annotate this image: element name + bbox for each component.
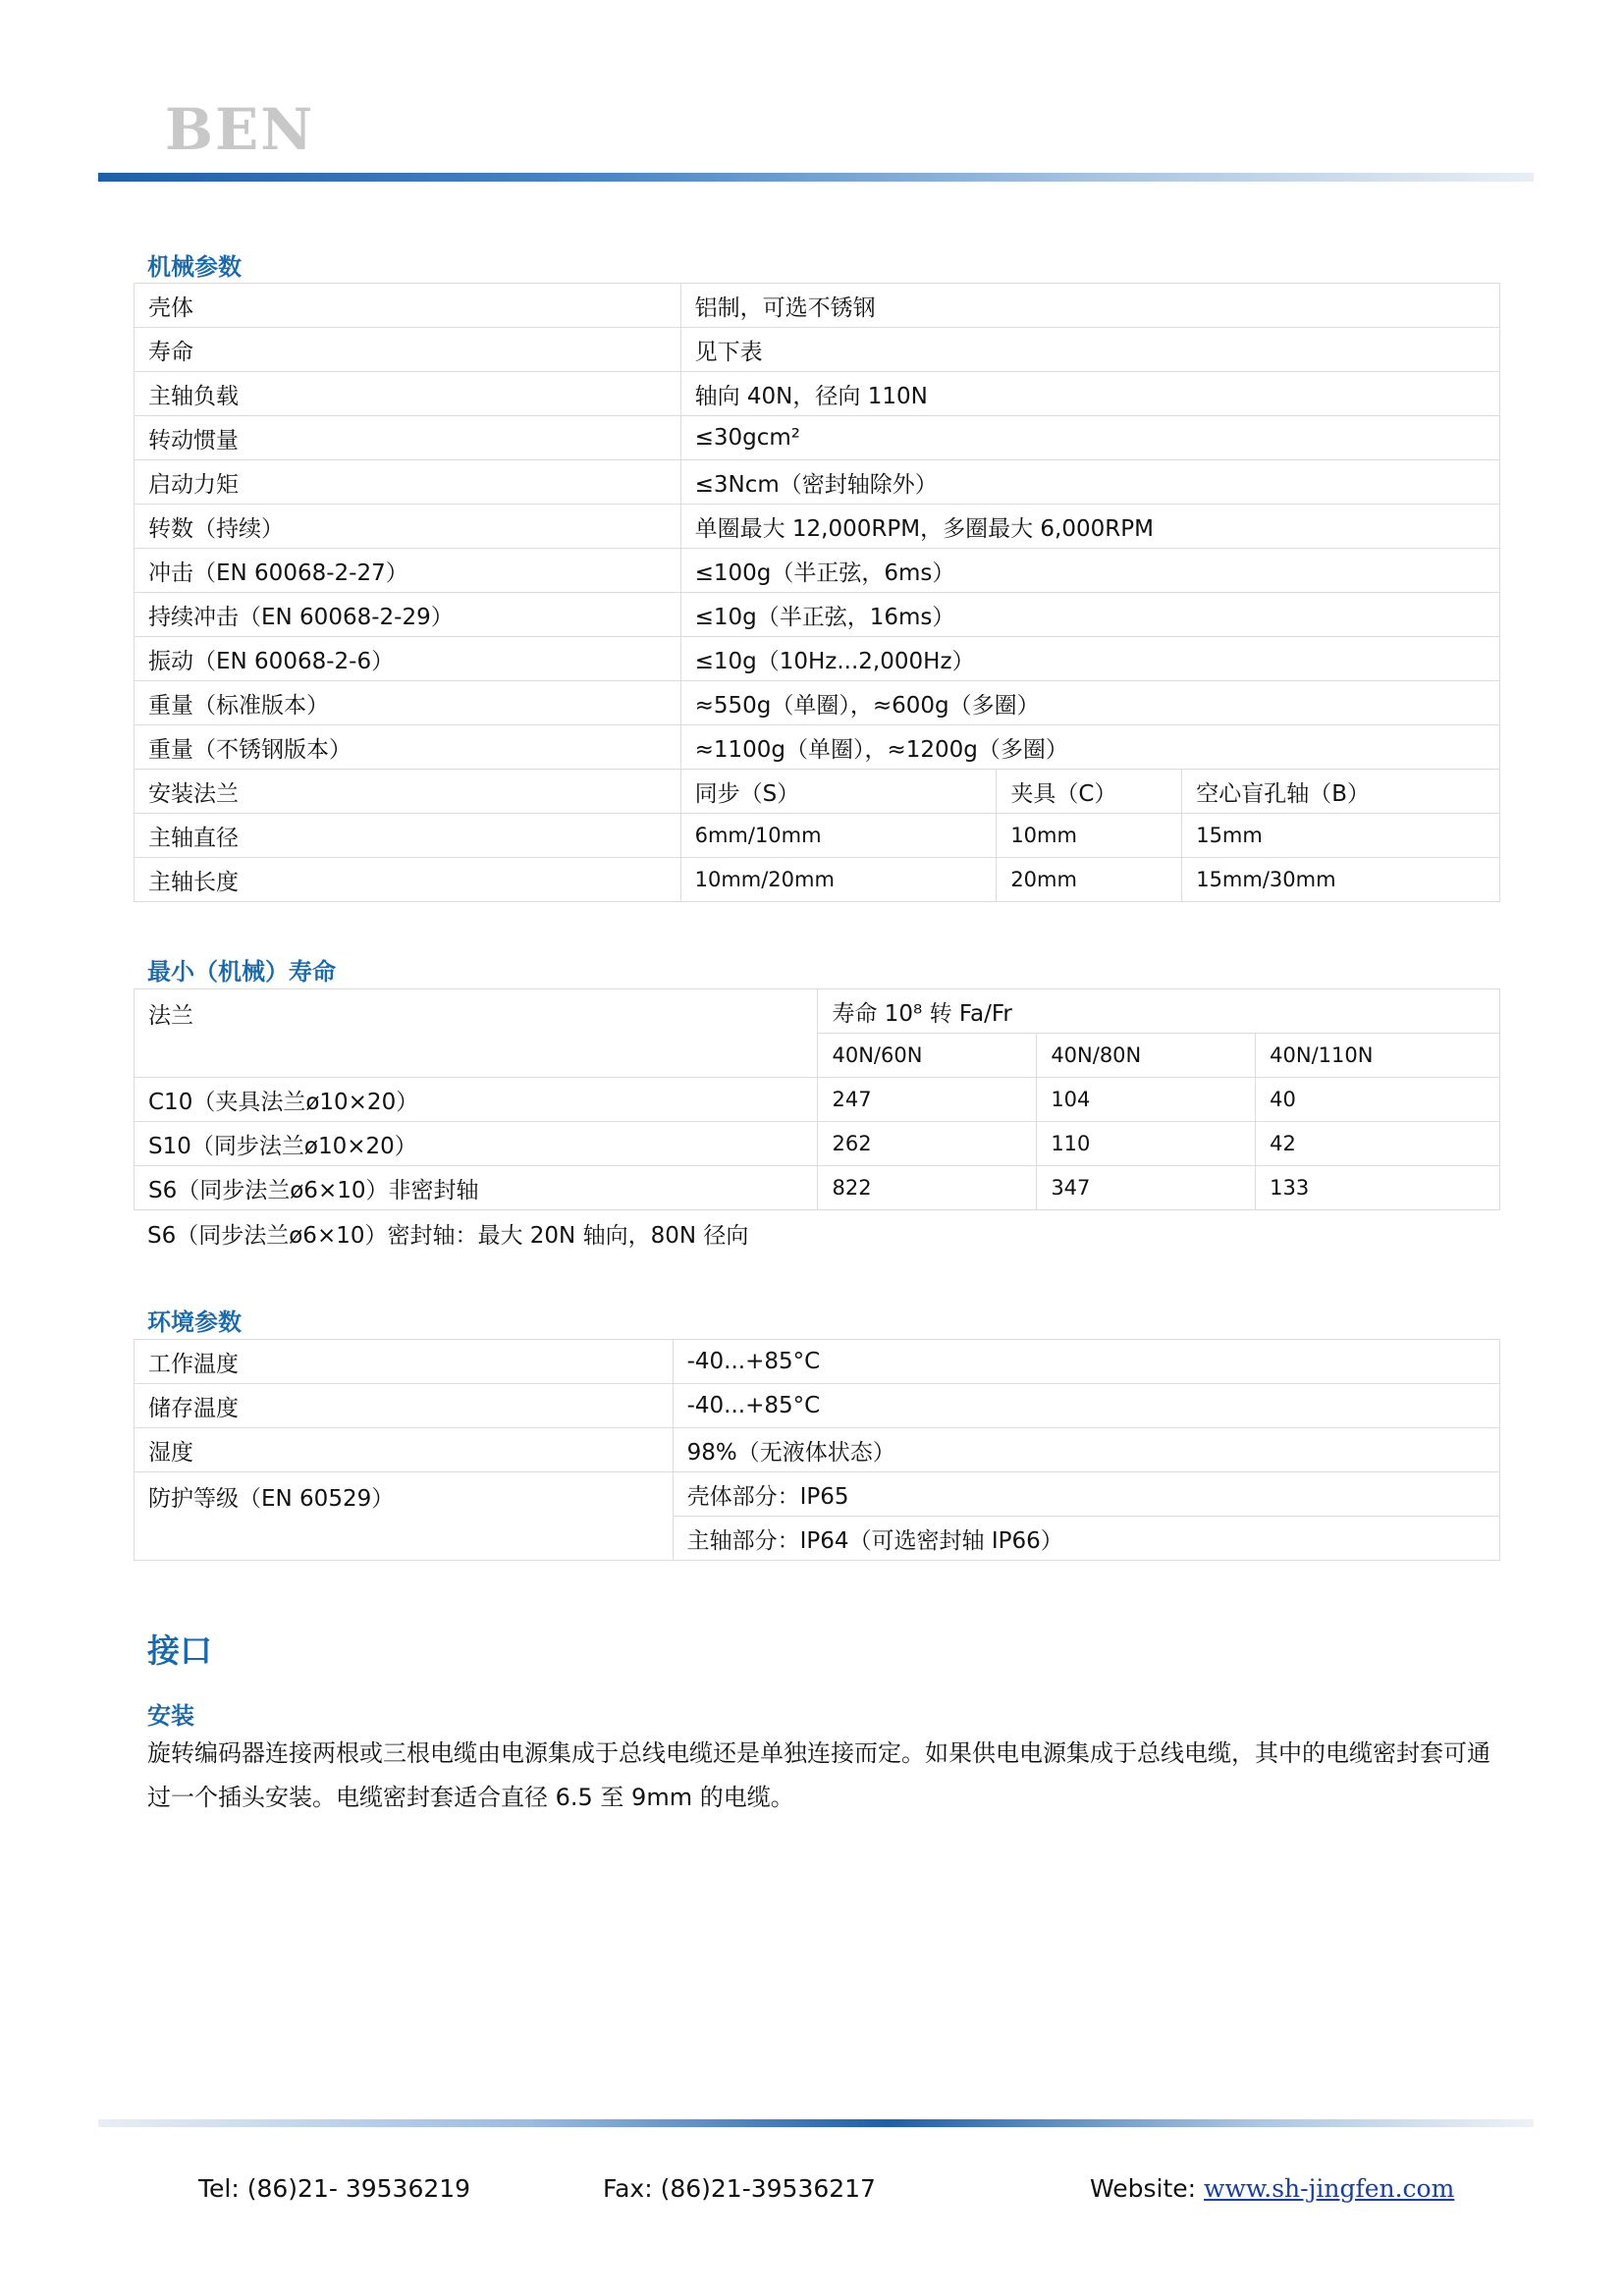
company-logo: BEN [165,96,315,163]
row-value: 262 [818,1122,1037,1166]
row-value: 铝制，可选不锈钢 [680,284,1499,328]
row-label: 冲击（EN 60068-2-27） [135,549,681,593]
table-row [135,725,1500,770]
interface-title: 接口 [147,1631,212,1670]
table-row [135,989,1500,1034]
row-value: 单圈最大 12,000RPM，多圈最大 6,000RPM [680,505,1499,549]
row-label: 壳体 [135,284,681,328]
table-row [135,1472,1500,1517]
fax-text: Fax: (86)21-39536217 [603,2174,876,2203]
table-row [135,284,1500,328]
row-value: ≤100g（半正弦，6ms） [680,549,1499,593]
table-row [135,328,1500,372]
table-row [135,681,1500,725]
website-label: Website: [1090,2174,1197,2203]
life-sub-3: 40N/110N [1256,1034,1500,1078]
row-label: 启动力矩 [135,460,681,505]
row-label: 重量（标准版本） [135,681,681,725]
row-value: 42 [1256,1122,1500,1166]
table-row [135,1078,1500,1122]
table-row [135,460,1500,505]
protection-label: 防护等级（EN 60529） [135,1472,674,1561]
row-value: 98%（无液体状态） [673,1428,1499,1472]
row-value: 110 [1037,1122,1256,1166]
row-label: 持续冲击（EN 60068-2-29） [135,593,681,637]
install-paragraph: 旋转编码器连接两根或三根电缆由电源集成于总线电缆还是单独连接而定。如果供电电源集成于总线电缆，其中的电缆密封套可通过一个插头安装。电缆密封套适合直径 6.5 至 9mm 的电缆。 [147,1739,1490,1811]
footer-fax [603,2174,876,2203]
life-sub-2: 40N/80N [1037,1034,1256,1078]
table-row [135,416,1500,460]
table-row [135,593,1500,637]
table-row [135,814,1500,858]
table-row [135,549,1500,593]
flange-sync: 同步（S） [680,770,997,814]
protection-shaft: 主轴部分：IP64（可选密封轴 IP66） [673,1517,1499,1561]
row-value: 347 [1037,1166,1256,1210]
row-value: ≤10g（10Hz...2,000Hz） [680,637,1499,681]
mech-section-title: 机械参数 [147,253,242,281]
life-col-life: 寿命 10⁸ 转 Fa/Fr [818,989,1500,1034]
mech-table-body [135,284,1500,770]
protection-housing: 壳体部分：IP65 [673,1472,1499,1517]
row-value: ≤30gcm² [680,416,1499,460]
install-title: 安装 [147,1702,194,1730]
table-row [135,505,1500,549]
row-label: 转动惯量 [135,416,681,460]
row-label: 储存温度 [135,1384,674,1428]
life-col-flange: 法兰 [135,989,818,1078]
table-row [135,1428,1500,1472]
row-value: 104 [1037,1078,1256,1122]
row-value: -40...+85°C [673,1340,1499,1384]
env-section-title: 环境参数 [147,1308,242,1336]
row-value: 见下表 [680,328,1499,372]
diameter-sync: 6mm/10mm [680,814,997,858]
mech-spec-table [134,283,1500,902]
life-table [134,988,1500,1210]
diameter-hollow: 15mm [1182,814,1500,858]
length-clamp: 20mm [997,858,1182,902]
footer-website [1090,2174,1454,2203]
life-table-body [135,1078,1500,1210]
row-label: 工作温度 [135,1340,674,1384]
env-table [134,1339,1500,1561]
table-row [135,1384,1500,1428]
row-label: 寿命 [135,328,681,372]
row-value: 822 [818,1166,1037,1210]
footer-divider [98,2119,1534,2127]
life-sub-1: 40N/60N [818,1034,1037,1078]
row-label: 振动（EN 60068-2-6） [135,637,681,681]
table-row [135,1166,1500,1210]
table-row [135,1340,1500,1384]
row-value: 40 [1256,1078,1500,1122]
diameter-label: 主轴直径 [135,814,681,858]
row-value: -40...+85°C [673,1384,1499,1428]
diameter-clamp: 10mm [997,814,1182,858]
row-value: ≤3Ncm（密封轴除外） [680,460,1499,505]
table-row [135,637,1500,681]
table-row [135,770,1500,814]
row-value: ≤10g（半正弦，16ms） [680,593,1499,637]
length-label: 主轴长度 [135,858,681,902]
row-label: C10（夹具法兰ø10×20） [135,1078,818,1122]
row-label: 重量（不锈钢版本） [135,725,681,770]
row-value: 轴向 40N，径向 110N [680,372,1499,416]
flange-clamp: 夹具（C） [997,770,1182,814]
row-value: 247 [818,1078,1037,1122]
row-label: 主轴负载 [135,372,681,416]
table-row [135,1122,1500,1166]
table-row [135,858,1500,902]
table-row [135,372,1500,416]
env-table-body [135,1340,1500,1472]
length-hollow: 15mm/30mm [1182,858,1500,902]
row-label: 湿度 [135,1428,674,1472]
tel-text: Tel: (86)21- 39536219 [198,2174,471,2203]
row-value: 133 [1256,1166,1500,1210]
row-label: 转数（持续） [135,505,681,549]
row-label: S10（同步法兰ø10×20） [135,1122,818,1166]
flange-hollow: 空心盲孔轴（B） [1182,770,1500,814]
length-sync: 10mm/20mm [680,858,997,902]
footer-tel [198,2174,470,2203]
row-value: ≈550g（单圈），≈600g（多圈） [680,681,1499,725]
website-link[interactable]: www.sh-jingfen.com [1204,2174,1455,2203]
flange-label: 安装法兰 [135,770,681,814]
life-note: S6（同步法兰ø6×10）密封轴：最大 20N 轴向，80N 径向 [147,1223,749,1249]
header-divider [98,173,1534,182]
row-value: ≈1100g（单圈），≈1200g（多圈） [680,725,1499,770]
row-label: S6（同步法兰ø6×10）非密封轴 [135,1166,818,1210]
life-section-title: 最小（机械）寿命 [147,958,336,986]
